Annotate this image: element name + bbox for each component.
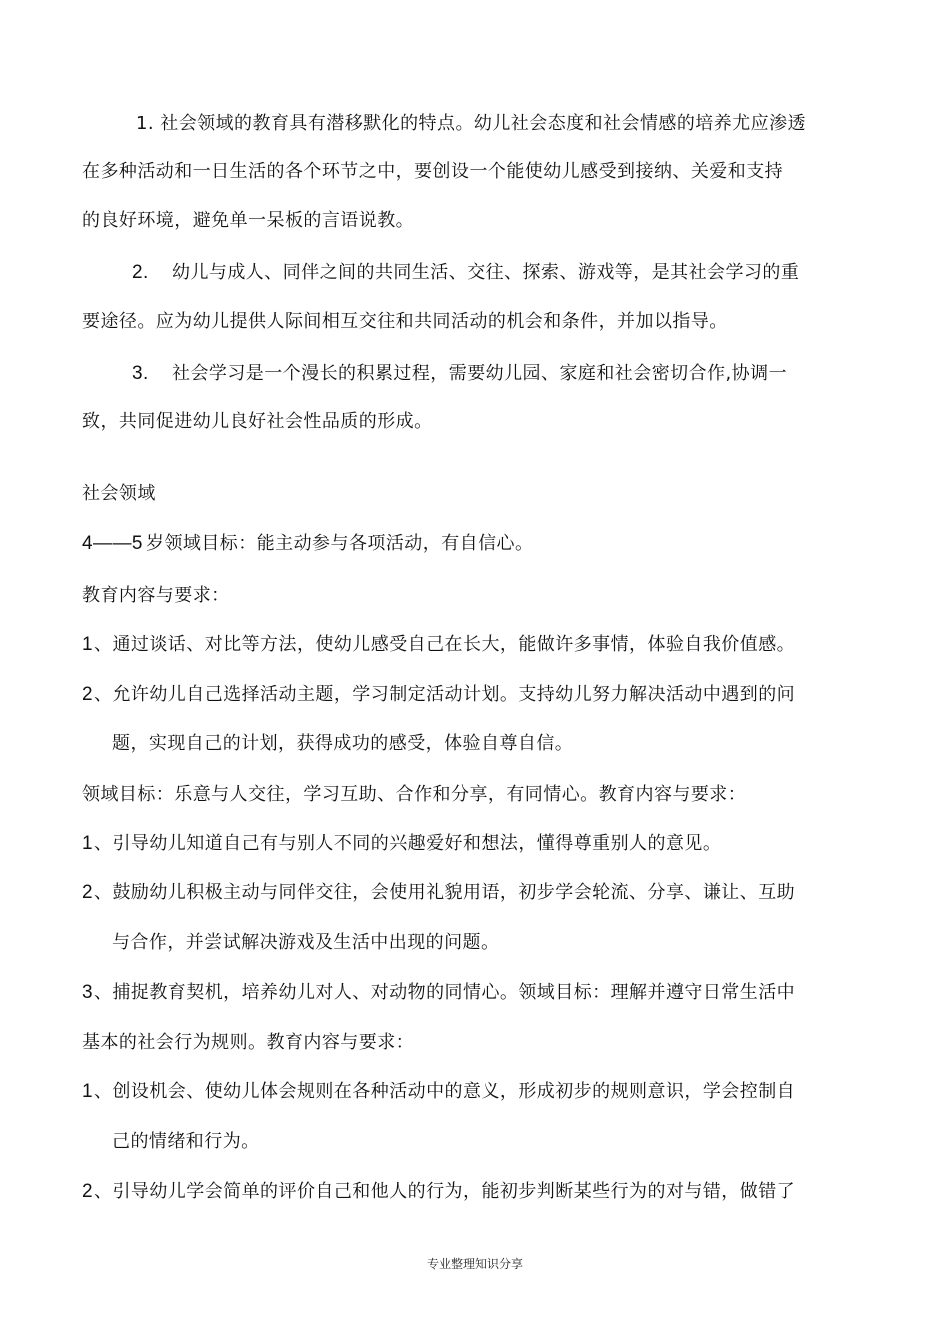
para2-line2: 要途径。应为幼儿提供人际间相互交往和共同活动的机会和条件，并加以指导。 (82, 311, 728, 332)
item-text: 、允许幼儿自己选择活动主题，学习制定活动计划。支持幼儿努力解决活动中遇到的问 (94, 684, 796, 705)
item-number: 2 (82, 882, 94, 903)
content-heading: 教育内容与要求： (82, 585, 230, 606)
item-text: 、引导幼儿知道自己有与别人不同的兴趣爱好和想法，懂得尊重别人的意见。 (94, 833, 722, 854)
para1-line1: 1. 社会领域的教育具有潜移默化的特点。幼儿社会态度和社会情感的培养尤应渗透 (136, 113, 806, 134)
section-heading: 社会领域 (82, 483, 156, 504)
item-text-cont: 基本的社会行为规则。教育内容与要求： (82, 1032, 415, 1053)
para3-line1: 社会学习是一个漫长的积累过程，需要幼儿园、家庭和社会密切合作,协调一 (172, 363, 788, 384)
item-text-cont: 与合作，并尝试解决游戏及生活中出现的问题。 (112, 932, 500, 953)
item-text: 、鼓励幼儿积极主动与同伴交往，会使用礼貌用语，初步学会轮流、分享、谦让、互助 (94, 882, 796, 903)
para2-number: 2. (132, 262, 149, 283)
para3-line2: 致，共同促进幼儿良好社会性品质的形成。 (82, 411, 433, 432)
item-text: 、创设机会、使幼儿体会规则在各种活动中的意义，形成初步的规则意识，学会控制自 (94, 1081, 796, 1102)
para1-line2: 在多种活动和一日生活的各个环节之中，要创设一个能使幼儿感受到接纳、关爱和支持 (82, 161, 784, 182)
goal-line: 岁领域目标：能主动参与各项活动，有自信心。 (146, 533, 534, 554)
item-text: 、通过谈话、对比等方法，使幼儿感受自己在长大，能做许多事情，体验自我价值感。 (94, 634, 796, 655)
item-text: 、捕捉教育契机，培养幼儿对人、对动物的同情心。领域目标：理解并遵守日常生活中 (94, 982, 796, 1003)
item-number: 1 (82, 833, 94, 854)
para2-line1: 幼儿与成人、同伴之间的共同生活、交往、探索、游戏等，是其社会学习的重 (172, 262, 800, 283)
age-range: 4——5 (82, 533, 143, 554)
page-footer: 专业整理知识分享 (426, 1257, 523, 1271)
para3-number: 3. (132, 363, 149, 384)
goal-line: 领域目标：乐意与人交往，学习互助、合作和分享，有同情心。教育内容与要求： (82, 784, 747, 805)
item-number: 1 (82, 634, 94, 655)
item-text: 、引导幼儿学会简单的评价自己和他人的行为，能初步判断某些行为的对与错，做错了 (94, 1181, 796, 1202)
para1-line3: 的良好环境，避免单一呆板的言语说教。 (82, 210, 415, 231)
item-text-cont: 己的情绪和行为。 (112, 1131, 260, 1152)
item-text-cont: 题，实现自己的计划，获得成功的感受，体验自尊自信。 (112, 733, 574, 754)
item-number: 2 (82, 684, 94, 705)
item-number: 1 (82, 1081, 94, 1102)
item-number: 3 (82, 982, 94, 1003)
item-number: 2 (82, 1181, 94, 1202)
